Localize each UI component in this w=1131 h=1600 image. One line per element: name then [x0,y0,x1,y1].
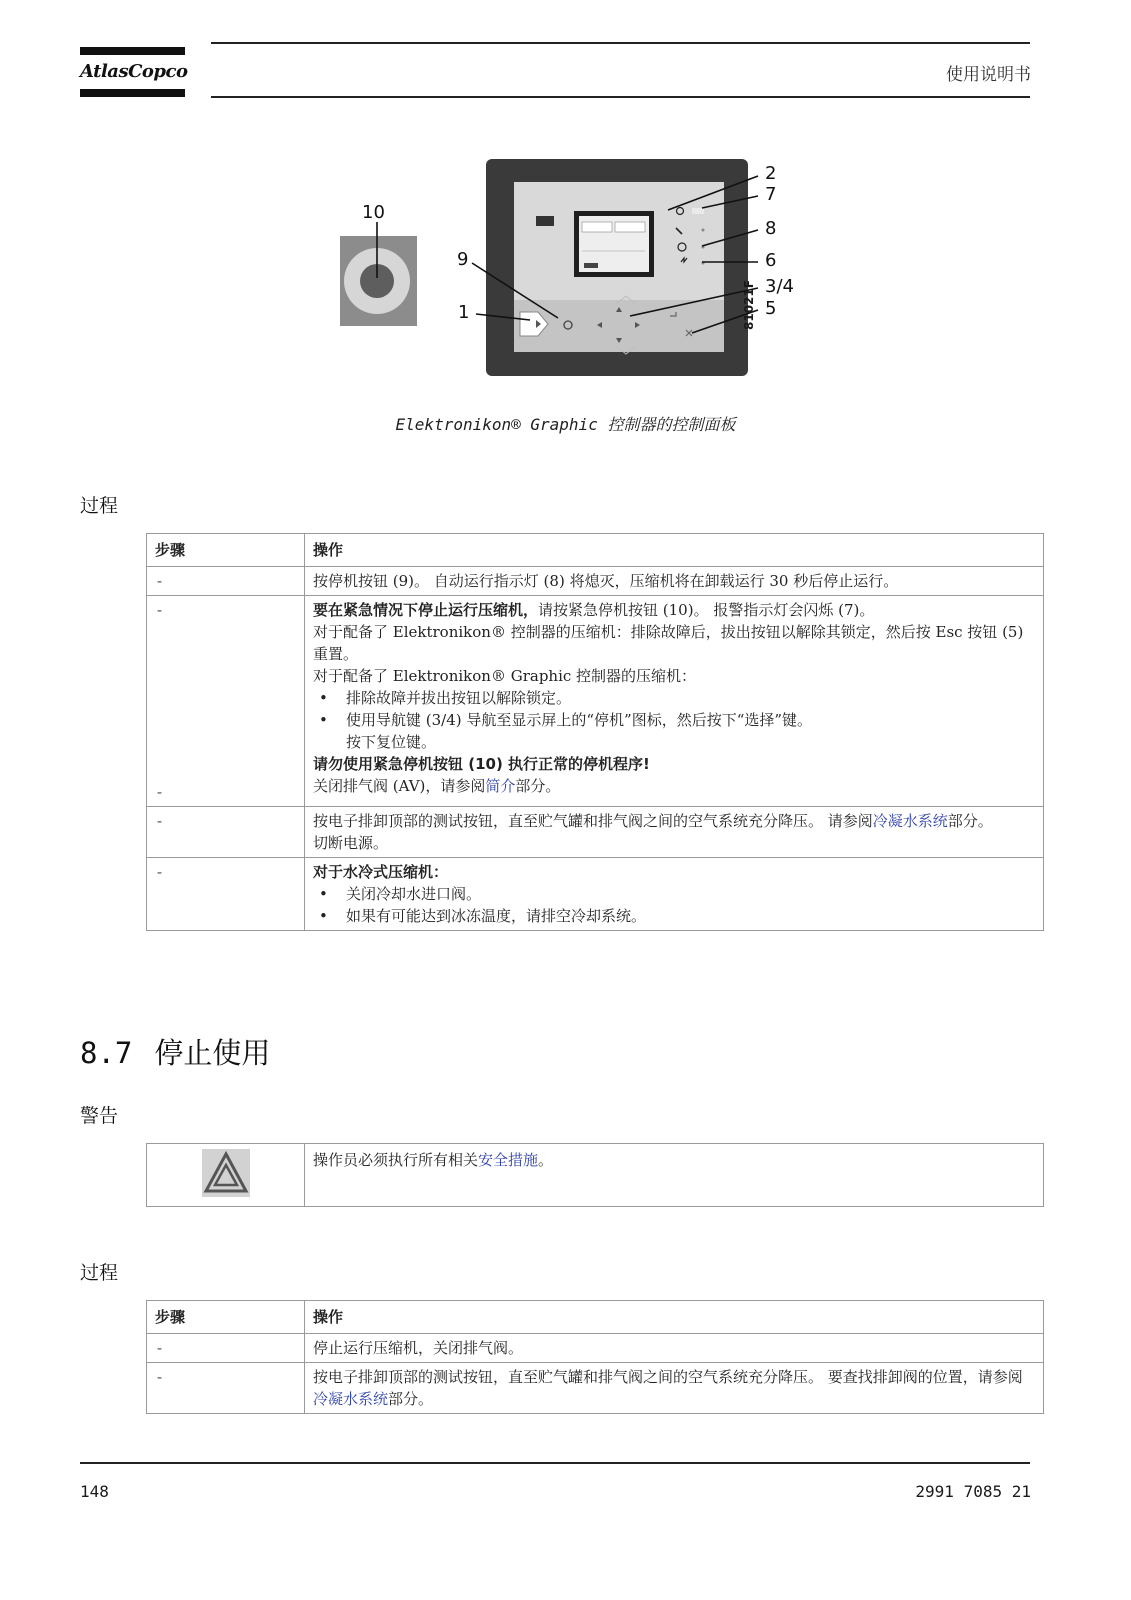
warning-text-cell [305,1144,1044,1207]
warning-text: 操作员必须执行所有相关 [313,1151,479,1169]
link-safety-precautions[interactable]: 安全措施 [478,1151,539,1169]
step-cell: - [147,1334,305,1363]
table-header-row [147,534,1044,567]
emergency-stop-text: 请按紧急停机按钮 (10)。 报警指示灯会闪烁 (7)。 [538,601,875,619]
logo-text: AtlasCopco [80,61,188,82]
bullet-item: • 排除故障并拔出按钮以解除锁定。 [313,687,1035,709]
procedure-heading-2: 过程 [80,1262,119,1284]
footer-rule [80,1462,1030,1464]
step-dash: - [155,783,165,801]
column-header-action: 操作 [305,1301,1044,1334]
drain-test-text-end: 部分。 [947,812,993,830]
atlas-copco-logo [80,47,188,99]
procedure-table-1 [146,533,1044,931]
close-valve-text-end: 部分。 [515,777,561,795]
table-row [147,858,1044,931]
action-cell [305,858,1044,931]
close-valve-text: 关闭排气阀 (AV)，请参阅 [313,777,486,795]
procedure-heading-1: 过程 [80,495,119,517]
action-cell [305,807,1044,858]
drain-test-text: 按电子排卸顶部的测试按钮，直至贮气罐和排气阀之间的空气系统充分降压。 请参阅 [313,812,873,830]
step-cell: - [147,567,305,596]
warning-icon-cell [147,1144,305,1207]
warning-heading: 警告 [80,1105,119,1127]
step-cell [147,596,305,807]
callout-1: 1 [458,302,470,323]
header-rule-top [211,42,1030,44]
section-title: 停止使用 [154,1036,271,1070]
column-header-step: 步骤 [147,534,305,567]
section-number: 8.7 [80,1036,133,1070]
table-row [147,807,1044,858]
bullet-item: • 如果有可能达到冰冻温度，请排空冷却系统。 [313,905,1035,927]
table-row [147,567,1044,596]
power-off-text: 切断电源。 [313,834,389,852]
link-introduction[interactable]: 简介 [485,777,516,795]
bullet-item: • 关闭冷却水进口阀。 [313,883,1035,905]
elektronikon-graphic-text: 对于配备了 Elektronikon® Graphic 控制器的压缩机： [313,667,697,685]
bullet-item: • 使用导航键 (3/4) 导航至显示屏上的“停机”图标，然后按下“选择”键。 [313,709,1035,731]
step-dash: - [155,601,165,619]
elektronikon-text: 对于配备了 Elektronikon® 控制器的压缩机：排除故障后，拔出按钮以解除其锁定，然后按 Esc 按钮 (5) 重置。 [313,623,1024,663]
step-cell: - [147,807,305,858]
page-number: 148 [80,1482,109,1501]
callout-8: 8 [765,218,777,239]
callout-7: 7 [765,184,777,205]
drain-locate-text: 按电子排卸顶部的测试按钮，直至贮气罐和排气阀之间的空气系统充分降压。 要查找排卸阀的位置，请参阅 [313,1368,1023,1386]
figure-caption: Elektronikon® Graphic 控制器的控制面板 [395,415,736,434]
header-rule-bottom [211,96,1030,98]
action-cell: 停止运行压缩机，关闭排气阀。 [305,1334,1044,1363]
table-row [147,596,1044,807]
column-header-step: 步骤 [147,1301,305,1334]
callout-5: 5 [765,298,777,319]
table-row [147,1363,1044,1414]
step-cell: - [147,858,305,931]
procedure-table-2 [146,1300,1044,1414]
action-cell [305,1363,1044,1414]
indented-text: 按下复位键。 [346,733,437,751]
callout-6: 6 [765,250,777,271]
action-cell: 按停机按钮 (9)。 自动运行指示灯 (8) 将熄灭，压缩机将在卸载运行 30 秒后停止运行。 [305,567,1044,596]
control-panel-drawing [330,150,810,390]
callout-10: 10 [362,202,385,223]
figure-code: 81021F [742,280,756,330]
document-title: 使用说明书 [946,65,1031,85]
callout-2: 2 [765,163,777,184]
callout-3-4: 3/4 [765,276,794,297]
warning-triangle-icon [202,1149,250,1197]
column-header-action: 操作 [305,534,1044,567]
section-heading [80,1031,270,1072]
warning-table [146,1143,1044,1207]
warning-text-end: 。 [538,1151,554,1169]
action-cell [305,596,1044,807]
table-row [147,1334,1044,1363]
warning-bold-text: 请勿使用紧急停机按钮 (10) 执行正常的停机程序! [313,755,650,773]
control-panel-figure [330,150,810,390]
document-number: 2991 7085 21 [915,1482,1031,1501]
drain-locate-text-end: 部分。 [388,1390,434,1408]
link-condensate-system[interactable]: 冷凝水系统 [872,812,948,830]
table-header-row [147,1301,1044,1334]
link-condensate-system[interactable]: 冷凝水系统 [313,1390,389,1408]
emergency-stop-bold: 要在紧急情况下停止运行压缩机， [313,601,539,619]
water-cooled-heading: 对于水冷式压缩机： [313,863,449,881]
step-cell: - [147,1363,305,1414]
callout-9: 9 [457,249,469,270]
